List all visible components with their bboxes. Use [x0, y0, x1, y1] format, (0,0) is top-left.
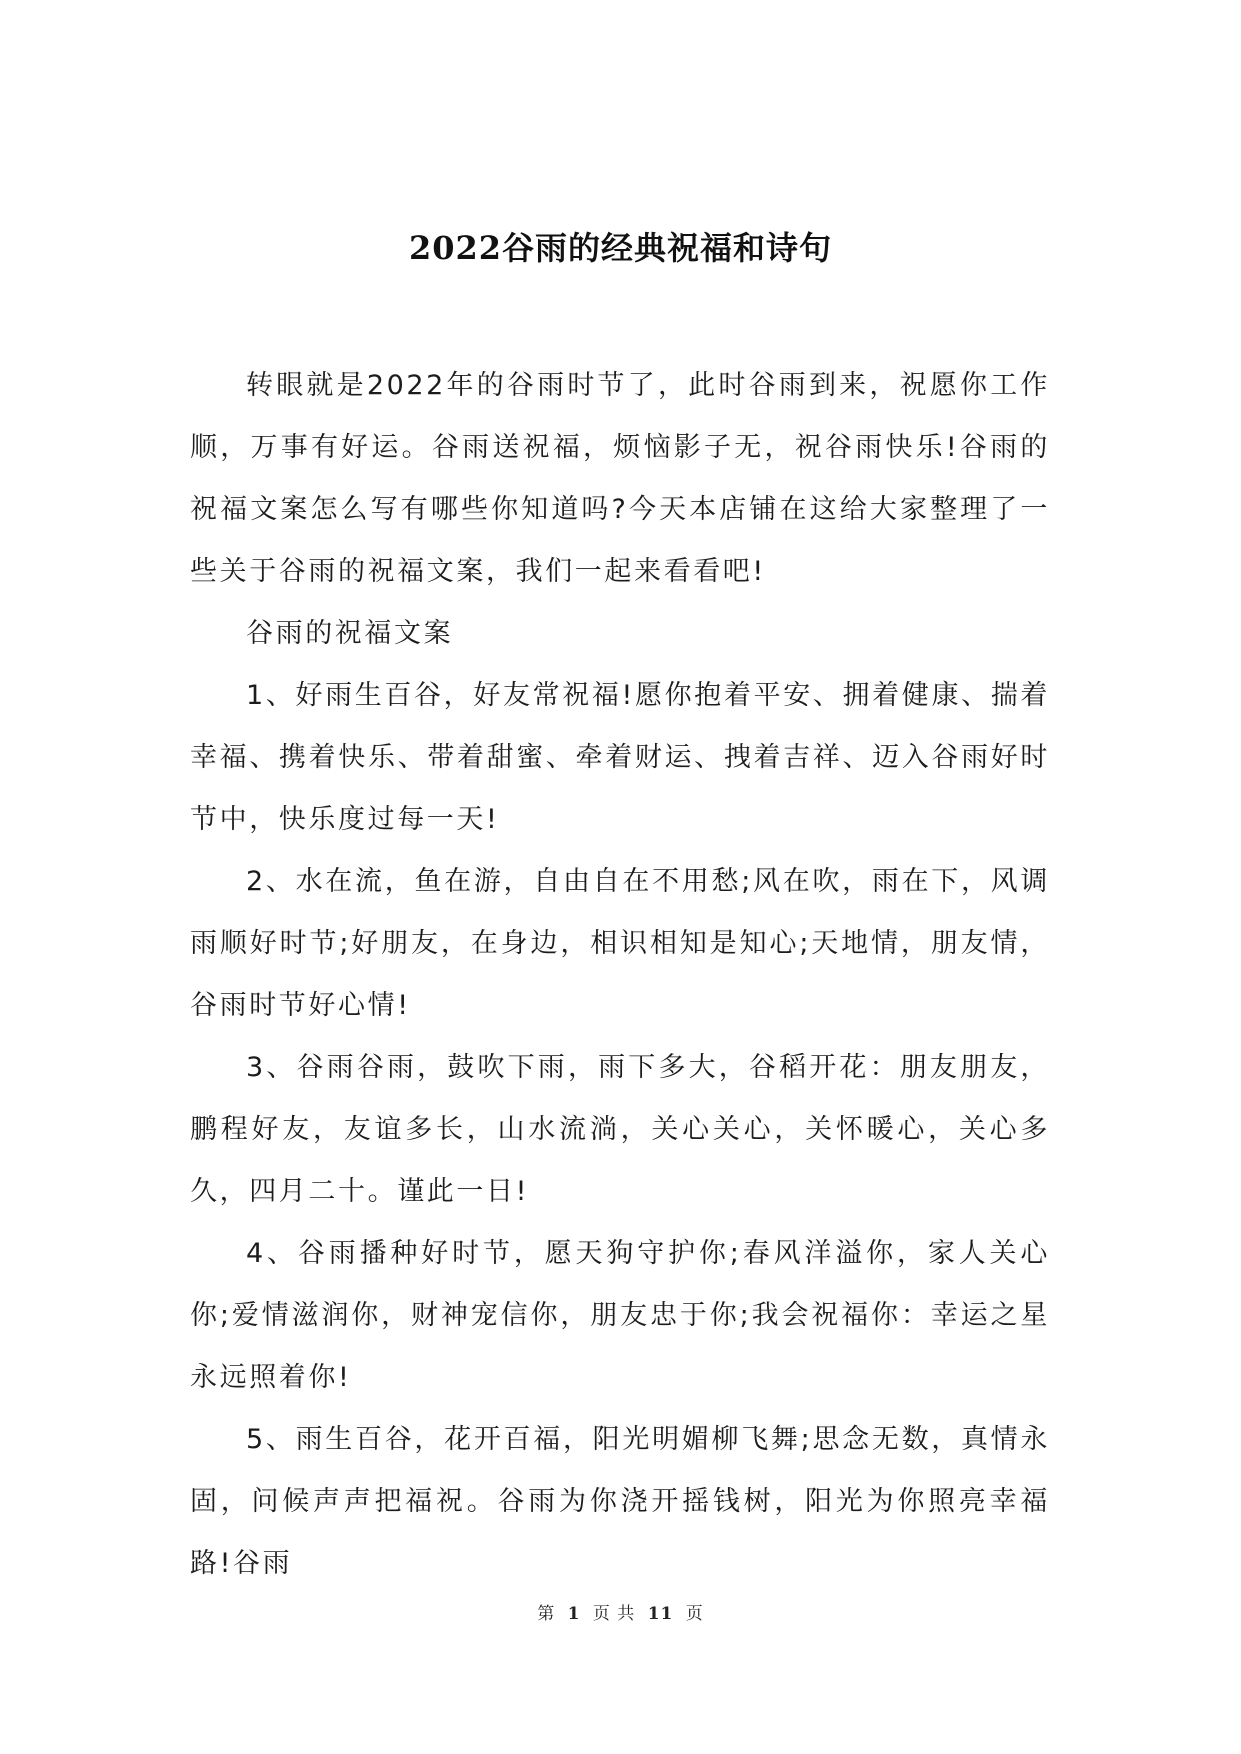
- document-title: 2022谷雨的经典祝福和诗句: [408, 229, 833, 267]
- footer-prefix: 第: [537, 1604, 556, 1624]
- footer-total-pages: 11: [647, 1604, 674, 1624]
- blessing-item-4: 4、谷雨播种好时节，愿天狗守护你;春风洋溢你，家人关心你;爱情滋润你，财神宠信你，朋友忠于你;我会祝福你：幸运之星永远照着你!: [190, 1238, 1050, 1393]
- footer-page-number: 1: [567, 1604, 581, 1624]
- blessing-item-5: 5、雨生百谷，花开百福，阳光明媚柳飞舞;思念无数，真情永固，问候声声把福祝。谷雨为你浇开摇钱树，阳光为你照亮幸福路!谷雨: [190, 1424, 1050, 1579]
- page-number-footer: [0, 1602, 1241, 1626]
- footer-suffix: 页: [685, 1604, 704, 1624]
- section-heading: 谷雨的祝福文案: [246, 618, 454, 649]
- blessing-item-1: 1、好雨生百谷，好友常祝福!愿你抱着平安、拥着健康、揣着幸福、携着快乐、带着甜蜜、牵着财运、拽着吉祥、迈入谷雨好时节中，快乐度过每一天!: [190, 680, 1050, 835]
- intro-paragraph: 转眼就是2022年的谷雨时节了，此时谷雨到来，祝愿你工作顺，万事有好运。谷雨送祝福，烦恼影子无，祝谷雨快乐!谷雨的祝福文案怎么写有哪些你知道吗?今天本店铺在这给大家整理了一些关于谷雨的祝福文案，我们一起来看看吧!: [190, 370, 1050, 587]
- blessing-item-3: 3、谷雨谷雨，鼓吹下雨，雨下多大，谷稻开花：朋友朋友，鹏程好友，友谊多长，山水流淌，关心关心，关怀暖心，关心多久，四月二十。谨此一日!: [190, 1052, 1050, 1207]
- document-body: [190, 355, 1050, 1595]
- blessing-item-2: 2、水在流，鱼在游，自由自在不用愁;风在吹，雨在下，风调雨顺好时节;好朋友，在身边，相识相知是知心;天地情，朋友情，谷雨时节好心情!: [190, 866, 1050, 1021]
- footer-middle: 页 共: [592, 1604, 636, 1624]
